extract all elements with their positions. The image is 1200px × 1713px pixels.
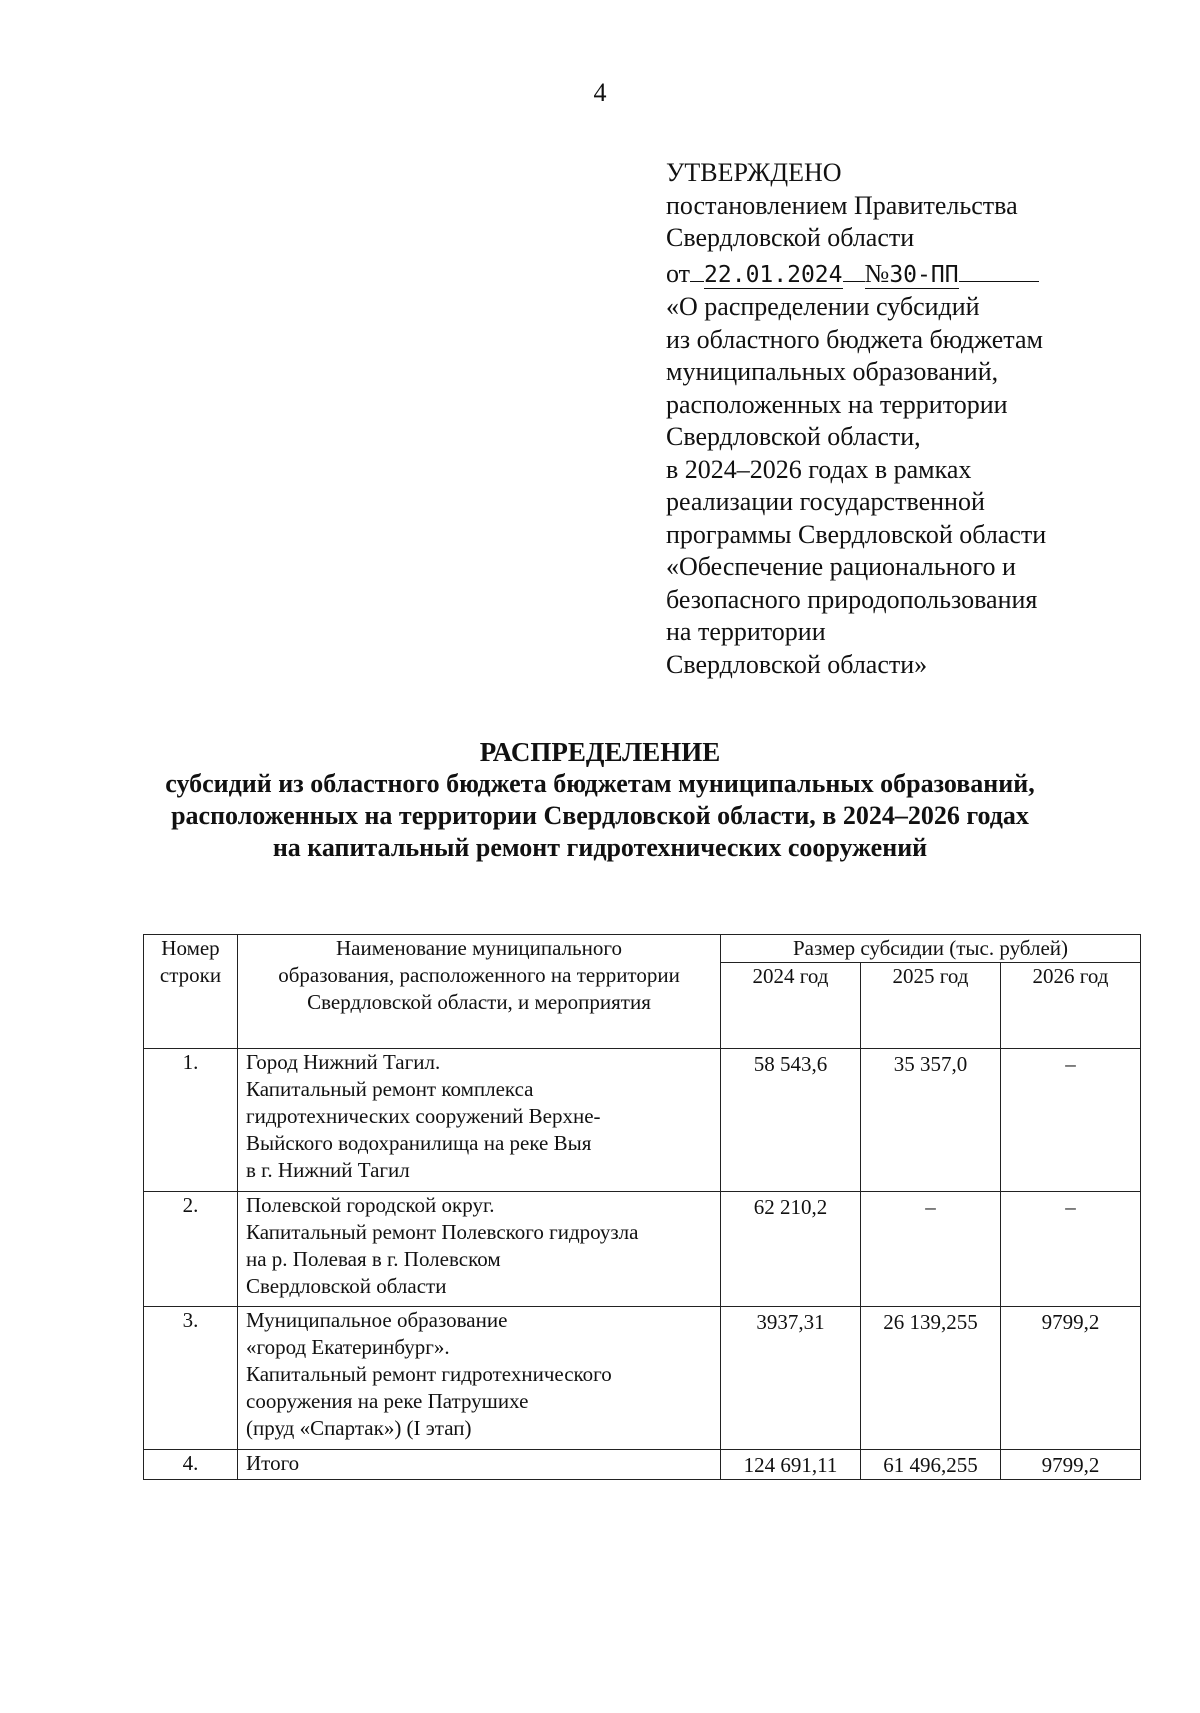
header-2025: 2025 год	[861, 963, 1001, 1049]
title-line: расположенных на территории Свердловской области, в 2024–2026 годах	[171, 801, 1029, 830]
value-2025: 35 357,0	[861, 1049, 1001, 1192]
subject-line: «Обеспечение рационального и	[666, 552, 1016, 581]
value-2025: 61 496,255	[861, 1450, 1001, 1480]
table-row-total	[144, 1450, 1141, 1480]
name-line: Капитальный ремонт гидротехнического	[246, 1362, 612, 1386]
name-line: Капитальный ремонт Полевского гидроузла	[246, 1220, 639, 1244]
document-title	[0, 736, 1200, 864]
name-line: на р. Полевая в г. Полевском	[246, 1247, 501, 1271]
value-2026: 9799,2	[1001, 1307, 1141, 1450]
date-prefix: от	[666, 258, 691, 288]
name-line: в г. Нижний Тагил	[246, 1158, 410, 1182]
page-number: 4	[593, 78, 607, 107]
approval-subject	[666, 291, 1046, 681]
value-2024: 3937,31	[721, 1307, 861, 1450]
row-name	[238, 1307, 721, 1450]
title-main: РАСПРЕДЕЛЕНИЕ	[479, 737, 721, 767]
approval-line-1: постановлением Правительства	[666, 190, 1018, 220]
table-row	[144, 1049, 1141, 1192]
name-line: (пруд «Спартак») (I этап)	[246, 1416, 472, 1440]
row-name	[238, 1049, 721, 1192]
row-number: 3.	[144, 1307, 238, 1450]
name-line: Свердловской области	[246, 1274, 447, 1298]
row-name	[238, 1450, 721, 1480]
table-row	[144, 1192, 1141, 1307]
name-line: гидротехнических сооружений Верхне-	[246, 1104, 601, 1128]
approval-heading: УТВЕРЖДЕНО	[666, 158, 842, 187]
value-2024: 124 691,11	[721, 1450, 861, 1480]
value-2026: –	[1001, 1049, 1141, 1192]
subject-line: муниципальных образований,	[666, 357, 999, 386]
table-row	[144, 1307, 1141, 1450]
name-line: Итого	[246, 1451, 300, 1475]
name-line: Полевской городской округ.	[246, 1193, 495, 1217]
approval-date: 22.01.2024	[704, 261, 843, 288]
approval-line-2: Свердловской области	[666, 223, 915, 252]
name-line: Выйского водохранилища на реке Выя	[246, 1131, 592, 1155]
row-name	[238, 1192, 721, 1307]
subject-line: реализации государственной	[666, 487, 985, 516]
subject-line: Свердловской области»	[666, 649, 928, 679]
approval-number: 30-ПП	[889, 261, 959, 288]
name-line: Капитальный ремонт комплекса	[246, 1077, 534, 1101]
name-line: сооружения на реке Патрушихе	[246, 1389, 529, 1413]
value-2024: 62 210,2	[721, 1192, 861, 1307]
value-2024: 58 543,6	[721, 1049, 861, 1192]
number-prefix: №	[864, 258, 890, 288]
header-name: Наименование муниципального образования, расположенного на территории Свердловской области, и мероприятия	[238, 935, 721, 1049]
name-line: «город Екатеринбург».	[246, 1335, 450, 1359]
approval-stamp	[666, 157, 1046, 681]
header-2024: 2024 год	[721, 963, 861, 1049]
subsidy-table	[143, 934, 1141, 1480]
header-subsidy-group: Размер субсидии (тыс. рублей)	[721, 935, 1141, 963]
subject-line: в 2024–2026 годах в рамках	[666, 454, 972, 484]
value-2026: 9799,2	[1001, 1450, 1141, 1480]
subject-line: на территории	[666, 617, 826, 646]
row-number: 4.	[144, 1450, 238, 1480]
name-line: Муниципальное образование	[246, 1308, 508, 1332]
approval-date-line	[666, 255, 1046, 292]
value-2026: –	[1001, 1192, 1141, 1307]
title-line: субсидий из областного бюджета бюджетам муниципальных образований,	[165, 769, 1035, 798]
title-line: на капитальный ремонт гидротехнических сооружений	[272, 833, 928, 862]
header-row-number: Номер строки	[144, 935, 238, 1049]
name-line: Город Нижний Тагил.	[246, 1050, 441, 1074]
row-number: 1.	[144, 1049, 238, 1192]
subject-line: Свердловской области,	[666, 422, 921, 451]
value-2025: 26 139,255	[861, 1307, 1001, 1450]
subject-line: безопасного природопользования	[666, 584, 1038, 614]
subject-line: из областного бюджета бюджетам	[666, 324, 1043, 354]
value-2025: –	[861, 1192, 1001, 1307]
subject-line: программы Свердловской области	[666, 519, 1047, 549]
subject-line: расположенных на территории	[666, 389, 1008, 419]
subject-line: «О распределении субсидий	[666, 292, 980, 321]
row-number: 2.	[144, 1192, 238, 1307]
header-2026: 2026 год	[1001, 963, 1141, 1049]
